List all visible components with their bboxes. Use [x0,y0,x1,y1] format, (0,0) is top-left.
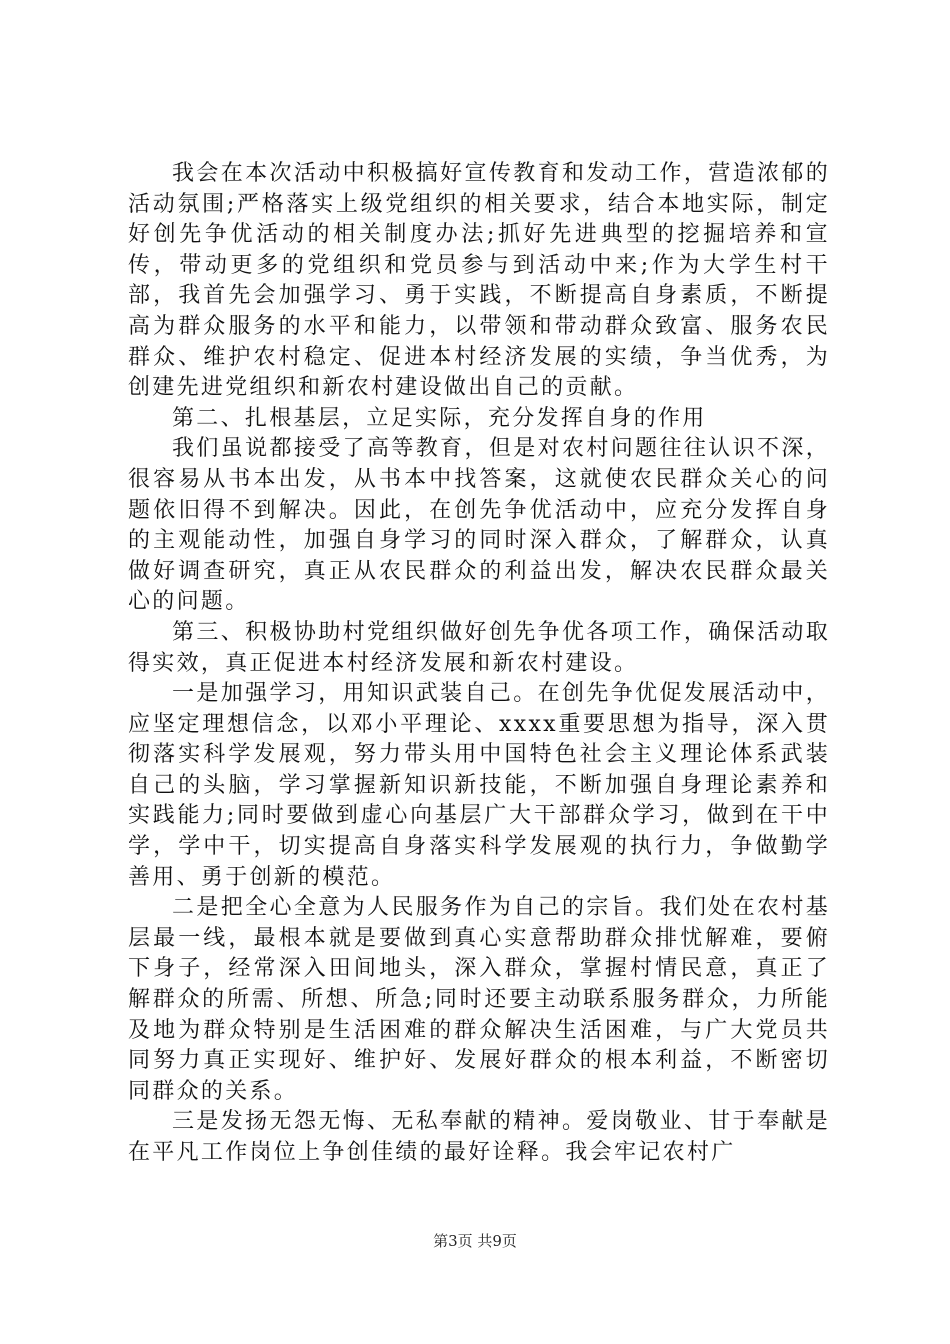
section-heading-2: 第二、扎根基层，立足实际，充分发挥自身的作用 [172,405,707,431]
page-number-footer: 第3页 共9页 [433,1232,517,1250]
section-heading-3: 第三、积极协助村党组织做好创先争优各项工作，确保活动取得实效，真正促进本村经济发展和新农村建设。 [128,619,830,676]
document-body [128,159,830,1169]
paragraph-point-3: 三是发扬无怨无悔、无私奉献的精神。爱岗敬业、甘于奉献是在平凡工作岗位上争创佳绩的最好诠释。我会牢记农村广 [128,1109,830,1165]
paragraph-1: 我会在本次活动中积极搞好宣传教育和发动工作，营造浓郁的活动氛围;严格落实上级党组织的相关要求，结合本地实际，制定好创先争优活动的相关制度办法;抓好先进典型的挖掘培养和宣传，带动更多的党组织和党员参与到活动中来;作为大学生村干部，我首先会加强学习、勇于实践，不断提高自身素质，不断提高为群众服务的水平和能力，以带领和带动群众致富、服务农民群众、维护农村稳定、促进本村经济发展的实绩，争当优秀，为创建先进党组织和新农村建设做出自己的贡献。 [128,161,830,401]
paragraph-point-1: 一是加强学习，用知识武装自己。在创先争优促发展活动中，应坚定理想信念，以邓小平理论、xxxx重要思想为指导，深入贯彻落实科学发展观，努力带头用中国特色社会主义理论体系武装自己的头脑，学习掌握新知识新技能，不断加强自身理论素养和实践能力;同时要做到虚心向基层广大干部群众学习，做到在干中学，学中干，切实提高自身落实科学发展观的执行力，争做勤学善用、勇于创新的模范。 [128,681,830,890]
paragraph-2: 我们虽说都接受了高等教育，但是对农村问题往往认识不深，很容易从书本出发，从书本中找答案，这就使农民群众关心的问题依旧得不到解决。因此，在创先争优活动中，应充分发挥自身的主观能动性，加强自身学习的同时深入群众，了解群众，认真做好调查研究，真正从农民群众的利益出发，解决农民群众最关心的问题。 [128,436,830,615]
paragraph-point-2: 二是把全心全意为人民服务作为自己的宗旨。我们处在农村基层最一线，最根本就是要做到真心实意帮助群众排忧解难，要俯下身子，经常深入田间地头，深入群众，掌握村情民意，真正了解群众的所需、所想、所急;同时还要主动联系服务群众，力所能及地为群众特别是生活困难的群众解决生活困难，与广大党员共同努力真正实现好、维护好、发展好群众的根本利益，不断密切同群众的关系。 [128,895,830,1104]
